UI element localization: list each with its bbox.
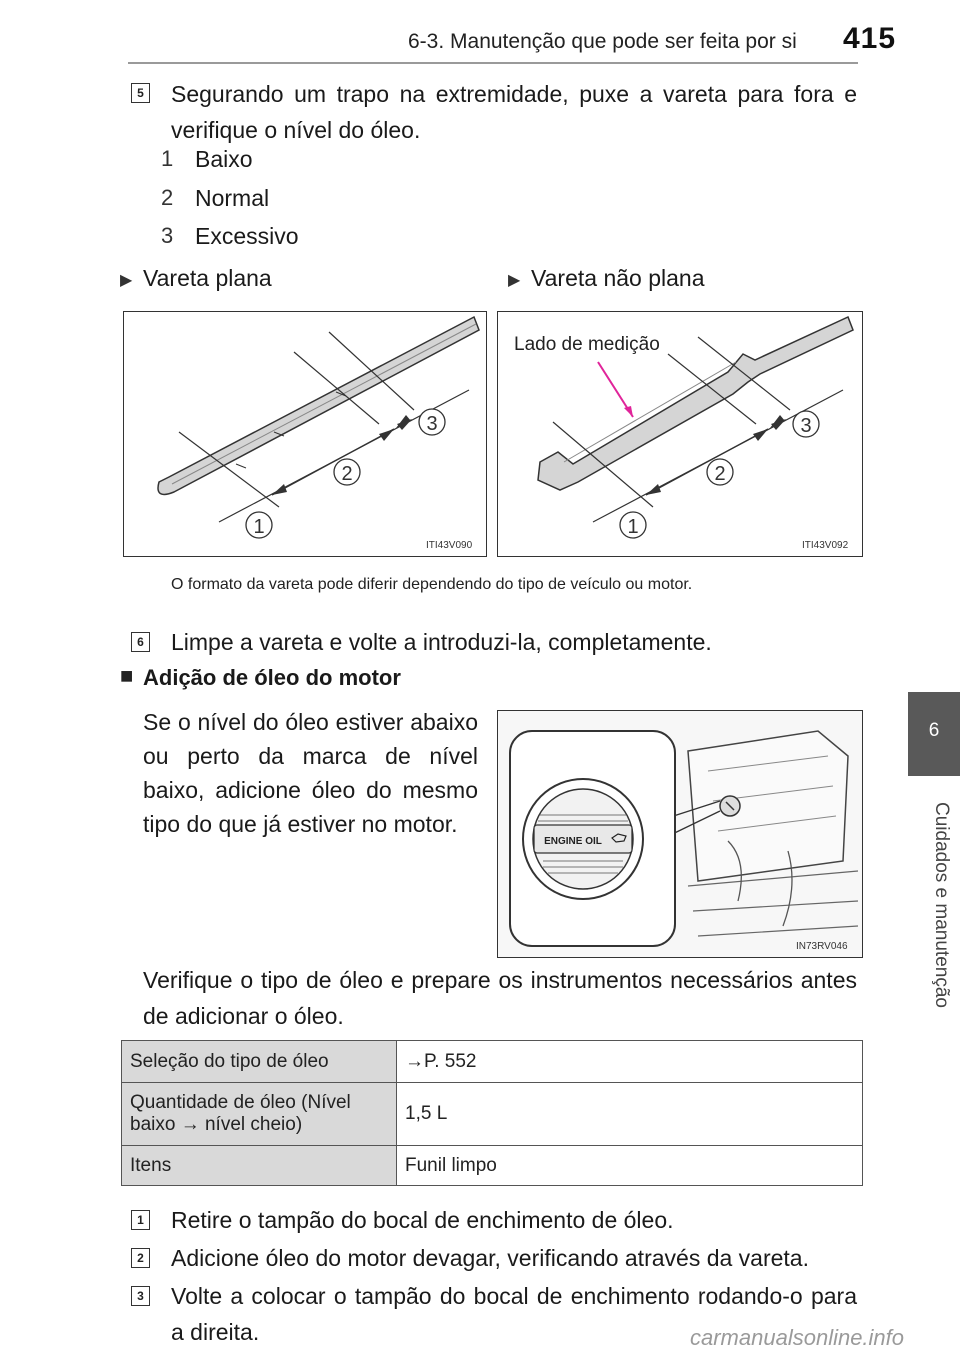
- figure-photo-code: IN73RV046: [796, 941, 848, 952]
- measuring-side-callout: Lado de medição: [514, 334, 660, 355]
- step-badge-2: 2: [131, 1248, 150, 1268]
- section-intro: Se o nível do óleo estiver abaixo ou perto da marca de nível baixo, adicione óleo do mesmo tipo do que já estiver no motor.: [143, 709, 478, 837]
- header-rule: [128, 62, 858, 64]
- table-row: [122, 1083, 863, 1146]
- section-title: Adição de óleo do motor: [143, 665, 401, 690]
- cap-label: ENGINE OIL: [544, 836, 602, 847]
- mark-2: 2: [341, 463, 353, 485]
- mark-1: 1: [627, 516, 639, 538]
- figure-flat-dipstick: [123, 311, 487, 557]
- step-3-text: Volte a colocar o tampão do bocal de enchimento rodando-o para a direita.: [171, 1283, 857, 1345]
- section-heading: 6-3. Manutenção que pode ser feita por si: [408, 30, 797, 53]
- step-badge-6: 6: [131, 632, 150, 652]
- figure-right-heading: Vareta não plana: [531, 265, 705, 291]
- step-5-text: Segurando um trapo na extremidade, puxe a vareta para fora e verifique o nível do óleo.: [171, 81, 857, 143]
- triangle-bullet-icon: ▶: [120, 272, 133, 289]
- table-key: Quantidade de óleo (Nível baixo → nível cheio): [122, 1083, 397, 1146]
- item-label-normal: Normal: [195, 185, 270, 211]
- table-value: Funil limpo: [397, 1146, 863, 1186]
- step-6-text: Limpe a vareta e volte a introduzi-la, completamente.: [171, 629, 712, 655]
- mark-1: 1: [253, 516, 265, 538]
- item-number-3: 3: [161, 223, 174, 248]
- item-number-2: 2: [161, 185, 174, 210]
- page-number: 415: [843, 22, 897, 55]
- item-number-1: 1: [161, 146, 174, 171]
- flat-dipstick-drawing: [124, 312, 486, 556]
- figure-left-heading: Vareta plana: [143, 265, 272, 291]
- table-value: 1,5 L: [397, 1083, 863, 1146]
- step-badge-3: 3: [131, 1286, 150, 1306]
- figure-caption: O formato da vareta pode diferir dependendo do tipo de veículo ou motor.: [171, 576, 693, 593]
- chapter-number: 6: [928, 720, 940, 741]
- oil-spec-table: [121, 1040, 863, 1186]
- step-badge-5: 5: [131, 83, 150, 103]
- table-value: →P. 552: [397, 1041, 863, 1083]
- section-bullet: ■: [120, 663, 134, 688]
- chapter-title: Cuidados e manutenção: [931, 802, 952, 1008]
- figure-right-code: ITI43V092: [802, 540, 849, 551]
- triangle-bullet-icon: ▶: [508, 272, 521, 289]
- step-2-text: Adicione óleo do motor devagar, verificando através da vareta.: [171, 1245, 809, 1271]
- footer-watermark: carmanualsonline.info: [690, 1325, 905, 1350]
- figure-nonflat-dipstick: [497, 311, 863, 557]
- step-badge-1: 1: [131, 1210, 150, 1230]
- figure-left-code: ITI43V090: [426, 540, 473, 551]
- check-text: Verifique o tipo de óleo e prepare os instrumentos necessários antes de adicionar o óleo.: [143, 967, 857, 1029]
- table-row: [122, 1041, 863, 1083]
- figure-oil-filler-cap: [497, 710, 863, 958]
- table-row: [122, 1146, 863, 1186]
- mark-3: 3: [800, 415, 812, 437]
- item-label-low: Baixo: [195, 146, 253, 172]
- mark-3: 3: [426, 413, 438, 435]
- table-key: Seleção do tipo de óleo: [122, 1041, 397, 1083]
- engine-oil-drawing: [498, 711, 862, 957]
- mark-2: 2: [714, 463, 726, 485]
- item-label-excessive: Excessivo: [195, 223, 299, 249]
- chapter-tab[interactable]: [908, 692, 960, 776]
- table-key: Itens: [122, 1146, 397, 1186]
- step-1-text: Retire o tampão do bocal de enchimento de óleo.: [171, 1207, 674, 1233]
